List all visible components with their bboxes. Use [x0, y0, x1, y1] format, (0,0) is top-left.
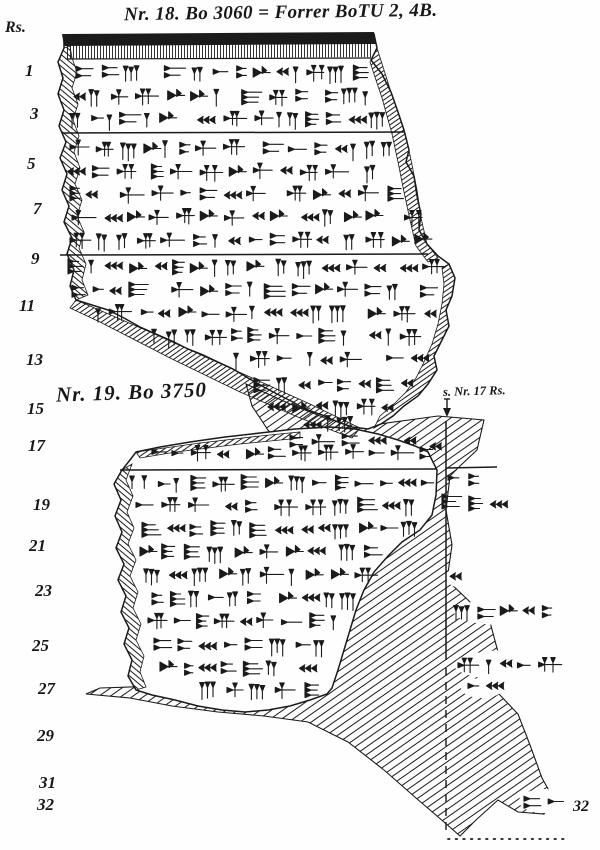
line-number-label-7: 7 [33, 199, 42, 218]
line-number-label-13: 13 [26, 350, 43, 369]
line-number-label-15: 15 [27, 399, 44, 418]
line-number-label-1: 1 [25, 61, 34, 80]
line-number-label-27: 27 [38, 679, 55, 698]
line-number-label-21: 21 [29, 536, 46, 555]
right-line-number: 32 [573, 798, 589, 815]
line-number-label-25: 25 [32, 636, 49, 655]
line-number-label-31: 31 [39, 773, 56, 792]
side-label-rs: Rs. [5, 19, 26, 36]
line-number-label-3: 3 [30, 104, 39, 123]
line-number-label-9: 9 [31, 249, 40, 268]
line-number-label-29: 29 [37, 726, 54, 745]
line-number-label-5: 5 [27, 154, 36, 173]
line-number-label-19: 19 [33, 495, 50, 514]
line-number-label-23: 23 [35, 581, 52, 600]
plate-title-nr18: Nr. 18. Bo 3060 = Forrer BoTU 2, 4B. [123, 0, 438, 26]
upper-tablet-top-edge-hatch [66, 44, 372, 59]
line-number-label-11: 11 [19, 296, 36, 315]
cuneiform-row [448, 474, 479, 486]
annotation-arrow [443, 399, 451, 417]
upper-tablet-top-edge [62, 32, 376, 46]
line-number-label-32: 32 [37, 795, 54, 814]
cuneiform-row [442, 494, 508, 511]
plate-label-nr19: Nr. 19. Bo 3750 [55, 377, 208, 407]
annotation-see-nr17: s. Nr. 17 Rs. [442, 383, 506, 399]
line-number-label-17: 17 [28, 436, 45, 455]
